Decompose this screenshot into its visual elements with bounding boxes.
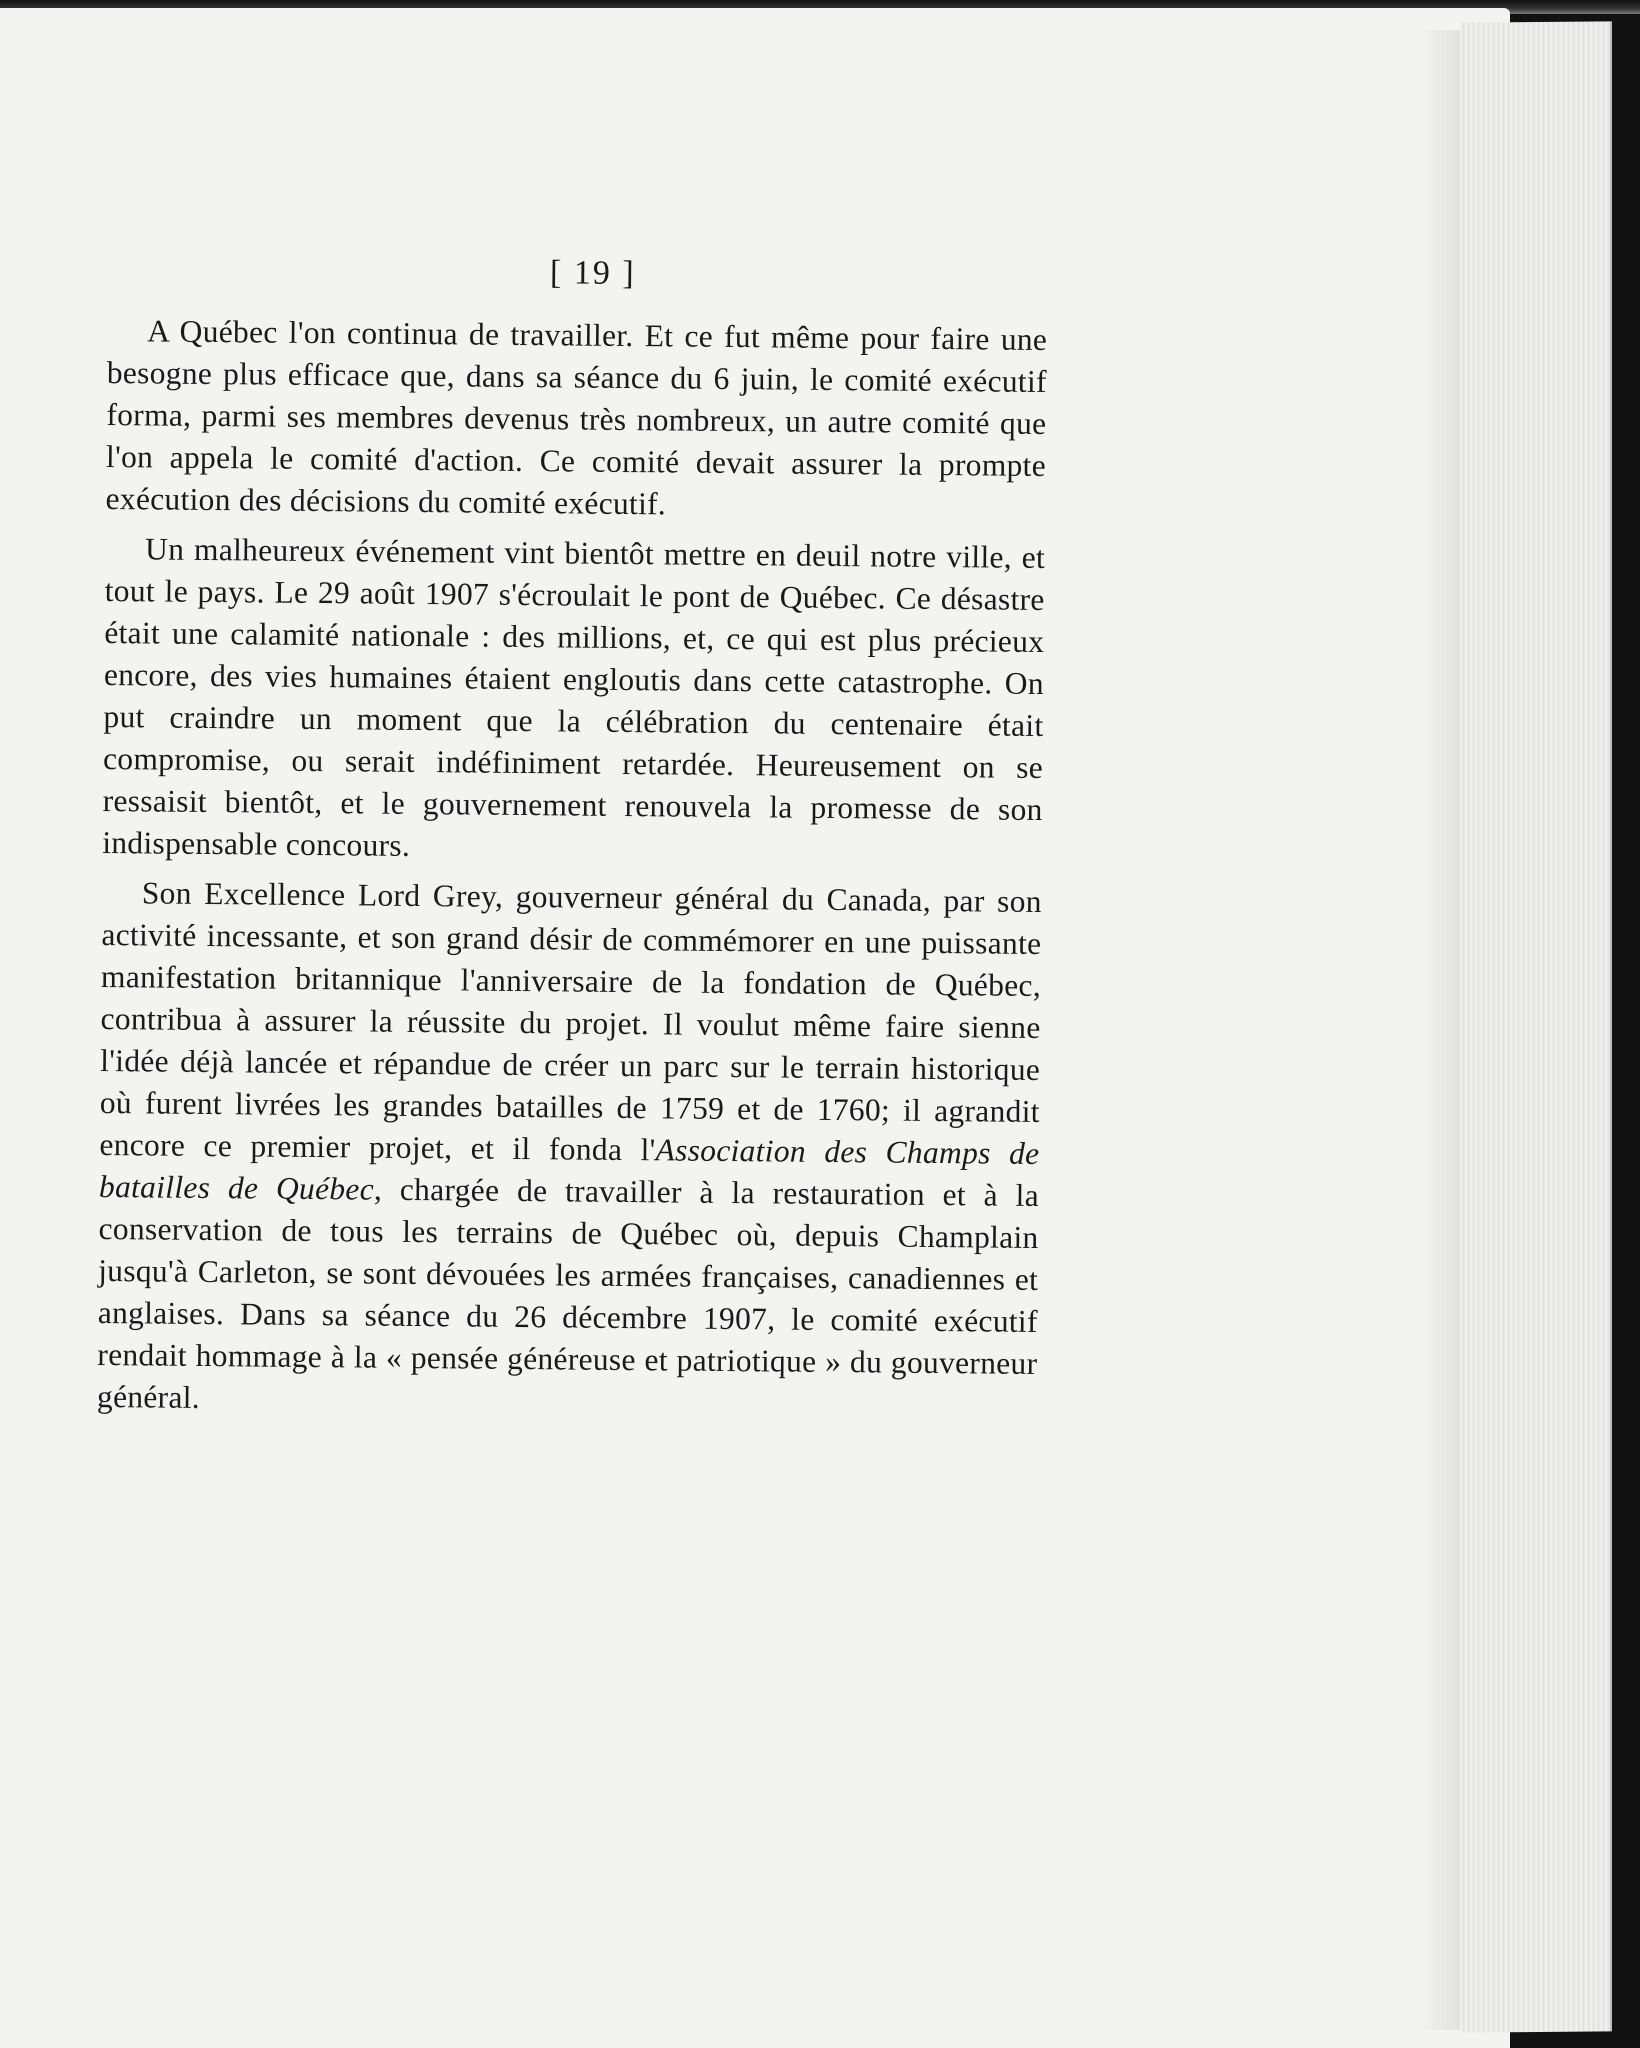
page-number: [ 19 ] [549,254,636,293]
paragraph-1: A Québec l'on continua de travailler. Et ce fut même pour faire une besogne plus efficace que, dans sa séance du 6 juin, le comité exécutif forma, parmi ses membres devenus très nombreux, un autre comité que l'on appela le comité d'action. Ce comité devait assurer la prompte exécution des décisions du comité exécutif. [105,313,1048,522]
association-title-italic: Association des Champs de batailles de Québec [98,1132,1040,1207]
page-text-block [97,250,1048,1435]
paragraph-3-start: Son Excellence Lord Grey, gouverneur général du Canada, par son activité incessante, et son grand désir de commémorer en une puissante manifestation britannique l'anniversaire de la fondation de Québec, contribua à assurer la réussite du projet. Il voulut même faire sienne l'idée déjà lancée et répandue de créer un parc sur le terrain historique où furent livrées les grandes batailles de 1759 et de 1760; il agrandit encore ce premier projet, et il fonda l' [99,875,1042,1168]
book-page-edges [1460,21,1612,2032]
paragraph-2: Un malheureux événement vint bientôt mettre en deuil notre ville, et tout le pays. Le 29 août 1907 s'écroulait le pont de Québec. Ce désastre était une calamité nationale : des millions, et, ce qui est plus précieux encore, des vies humaines étaient engloutis dans cette catastrophe. On put craindre un moment que la célébration du centenaire était compromise, ou serait indéfiniment retardée. Heureusement on se ressaisit bientôt, et le gouvernement renouvela la promesse de son indispensable concours. [102,531,1046,863]
paragraph-3 [97,872,1042,1427]
paragraph-3-end: , chargée de travailler à la restauration et à la conservation de tous les terrains de Québec où, depuis Champlain jusqu'à Carleton, se sont dévouées les armées françaises, canadiennes et anglaises. Dans sa séance du 26 décembre 1907, le comité exécutif rendait hommage à la « pensée généreuse et patriotique » du gouverneur général. [96,1171,1040,1415]
